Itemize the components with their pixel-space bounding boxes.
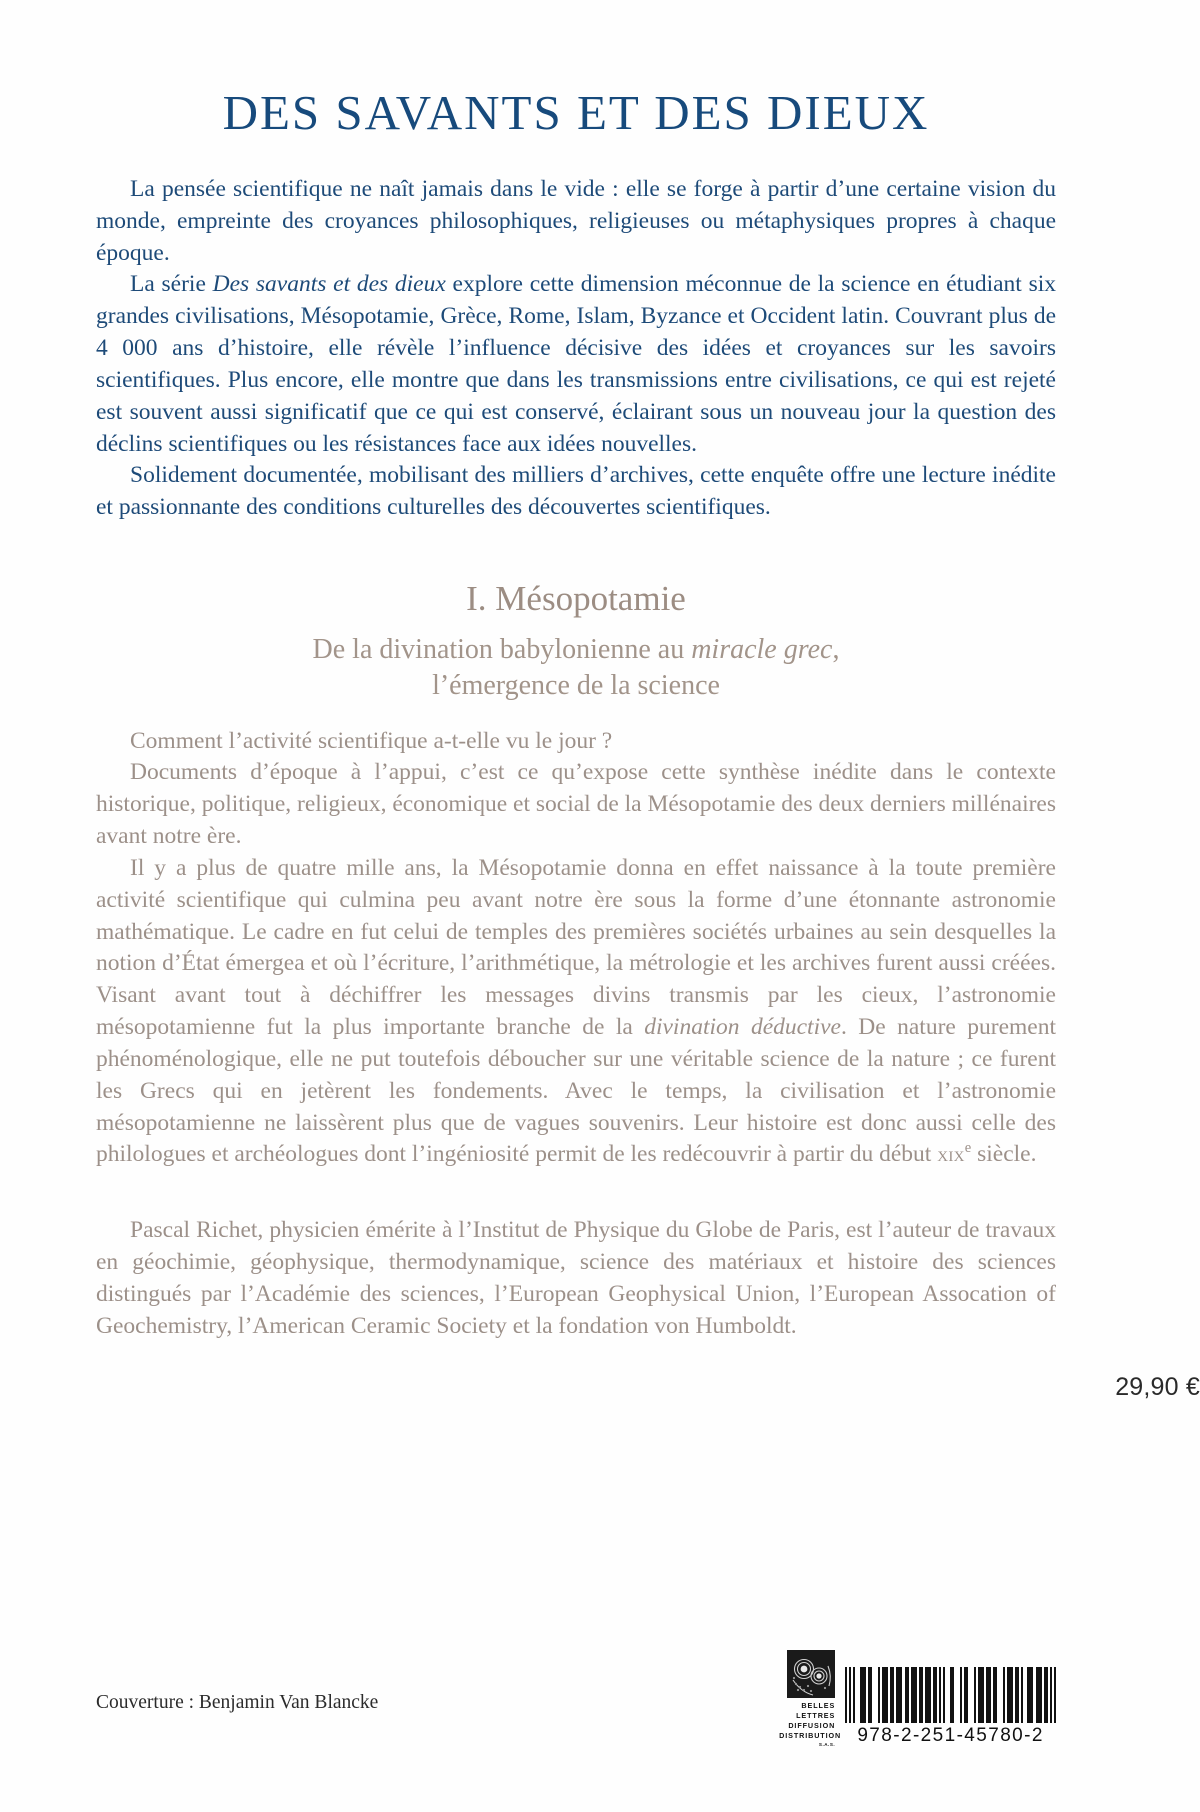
page-title: DES SAVANTS ET DES DIEUX [222, 85, 930, 140]
series-blurb [96, 140, 1056, 524]
publisher-line-1: BELLES LETTRES [796, 1701, 836, 1720]
century-numeral: xix [937, 1142, 965, 1167]
volume-subtitle-pre: De la divination babylonienne au [312, 634, 692, 665]
blurb-p2-pre: La série [130, 271, 213, 298]
barcode-bars [845, 1667, 1056, 1723]
footer-row [96, 1650, 1056, 1770]
blurb-paragraph-1: La pensée scientifique ne naît jamais dans le vide : elle se forge à partir d’une certaine vision du monde, empreinte des croyances philosophiques, religieuses ou métaphysiques propres à chaque époque. [96, 175, 1056, 266]
isbn-barcode [845, 1667, 1056, 1747]
blurb-paragraph-3: Solidement documentée, mobilisant des milliers d’archives, cette enquête offre une lecture inédite et passionnante des conditions culturelles des découvertes scientifiques. [96, 462, 1056, 521]
publisher-line-3: DISTRIBUTION [779, 1730, 842, 1740]
cover-credit: Couverture : Benjamin Van Blancke [96, 1692, 379, 1713]
miracle-grec-italic: miracle grec [691, 634, 833, 665]
body-paragraph-3 [96, 853, 1056, 1171]
barcode-zone [779, 1650, 1056, 1747]
publisher-legal-form: S.A.S. [818, 1741, 836, 1747]
body-p3-part2: . De nature purement phénoménologique, elle ne put toutefois déboucher sur une véritable science de la nature ; ce furent les Grecs qui en jetèrent les fondements. Avec le temps, la civilisation et l’astronomie mésopotamienne ne laissèrent plus que de vagues souvenirs. Leur histoire est donc aussi celle des philologues et archéologues dont l’ingéniosité permit de les redécouvrir à partir du début [96, 1014, 1057, 1168]
volume-title: I. Mésopotamie [466, 579, 686, 618]
body-p3-part3: siècle. [971, 1141, 1037, 1168]
body-p3-part1: Il y a plus de quatre mille ans, la Mésopotamie donna en effet naissance à la toute première activité scientifique qui culmina peu avant notre ère sous la forme d’une étonnante astronomie mathématique. Le cadre en fut celui de temples des premières sociétés urbaines au sein desquelles la notion d’État émergea et où l’écriture, l’arithmétique, la métrologie et les archives furent aussi créées. Visant avant tout à déchiffrer les messages divins transmis par les cieux, l’astronomie mésopotamienne fut la plus importante branche de la [96, 854, 1056, 1041]
series-title-italic: Des savants et des dieux [212, 271, 446, 298]
isbn-number: 978-2-251-45780-2 [857, 1724, 1044, 1746]
blurb-p2-post: explore cette dimension méconnue de la science en étudiant six grandes civilisations, Mésopotamie, Grèce, Rome, Islam, Byzance et Occident latin. Couvrant plus de 4 000 ans d’histoire, elle révèle l’influence décisive des idées et croyances sur les savoirs scientifiques. Plus encore, elle montre que dans les transmissions entre civilisations, ce qui est rejeté est souvent aussi significatif que ce qui est conservé, éclairant sous un nouveau jour la question des déclins scientifiques ou les résistances face aux idées nouvelles. [96, 271, 1056, 457]
volume-subtitle-comma: , [832, 634, 840, 665]
volume-subtitle [96, 620, 1056, 704]
century-ordinal-suffix: e [964, 1140, 972, 1157]
body-paragraph-2: Documents d’époque à l’appui, c’est ce qu’expose cette synthèse inédite dans le contexte historique, politique, religieux, économique et social de la Mésopotamie des deux derniers millénaires avant notre ère. [96, 759, 1056, 850]
author-bio-text: Pascal Richet, physicien émérite à l’Institut de Physique du Globe de Paris, est l’auteur de travaux en géochimie, géophysique, thermodynamique, science des matériaux et histoire des sciences distingués par l’Académie des sciences, l’European Geophysical Union, l’European Assocation of Geochemistry, l’American Ceramic Society et la fondation von Humboldt. [96, 1217, 1056, 1339]
volume-subtitle-line2: l’émergence de la science [432, 669, 720, 701]
author-bio [96, 1171, 1056, 1342]
publisher-name [779, 1701, 842, 1741]
publisher-logo [779, 1650, 842, 1747]
owl-icon [787, 1650, 835, 1698]
publisher-line-2: DIFFUSION [788, 1720, 836, 1730]
volume-description [96, 704, 1056, 1172]
blurb-paragraph-2 [96, 269, 1056, 460]
divination-deductive-italic: divination déductive [644, 1014, 841, 1041]
body-paragraph-1: Comment l’activité scientifique a-t-elle vu le jour ? [130, 727, 613, 754]
cover-content [96, 0, 1056, 1343]
volume-heading-block [96, 524, 1056, 704]
price-label: 29,90 € [1115, 1373, 1200, 1401]
